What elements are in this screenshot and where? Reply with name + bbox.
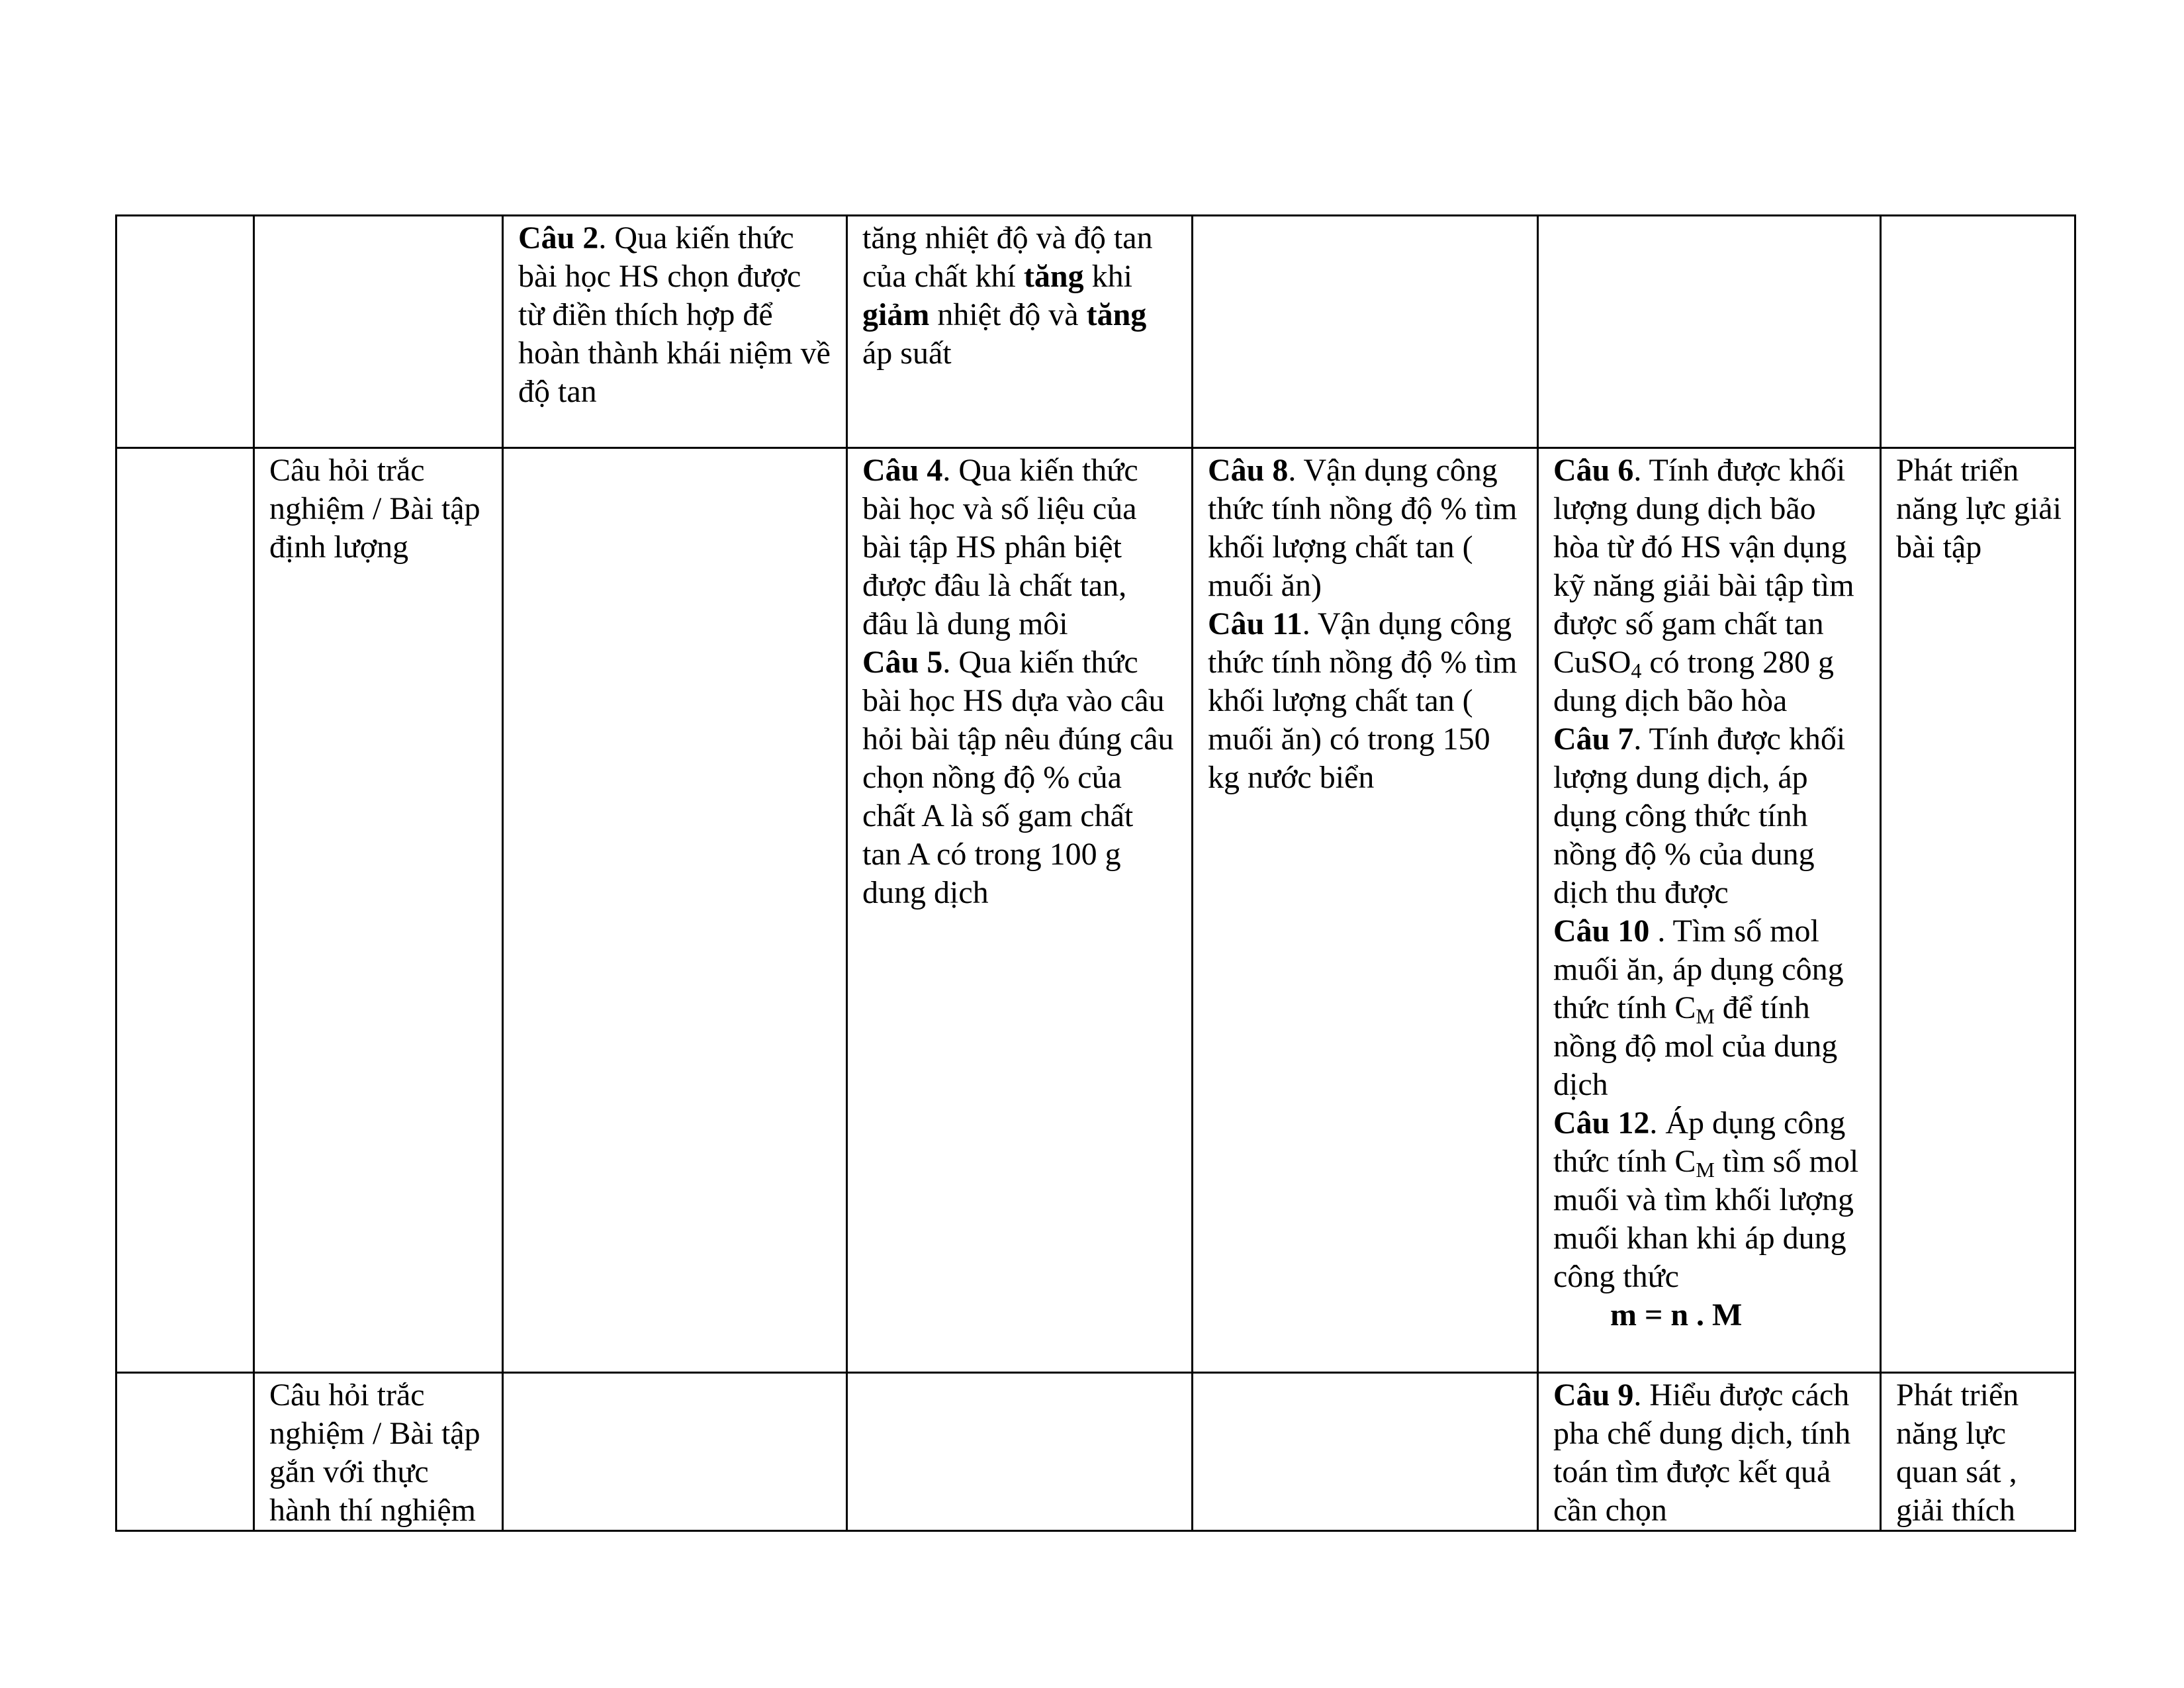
formula: m = n . M xyxy=(1610,1297,1743,1333)
question-item xyxy=(1553,451,1868,720)
question-text: . Áp dụng công thức tính C xyxy=(1553,1105,1846,1179)
bold-text: tăng xyxy=(1086,297,1147,332)
table-cell xyxy=(1538,448,1881,1373)
table-cell xyxy=(254,216,503,448)
question-text: . Tìm số mol muối ăn, áp dụng công thức tính C xyxy=(1553,914,1844,1025)
question-label: Câu 2 xyxy=(518,220,599,256)
question-item xyxy=(862,643,1179,912)
question-item xyxy=(1208,451,1525,605)
cell-text: nhiệt độ và xyxy=(929,297,1087,332)
cell-text: khi xyxy=(1083,259,1132,294)
table-cell xyxy=(1881,216,2075,448)
question-label: Câu 7 xyxy=(1553,722,1634,757)
question-label: Câu 12 xyxy=(1553,1105,1650,1141)
table-cell xyxy=(1538,216,1881,448)
bold-text: giảm xyxy=(862,297,930,332)
table-cell: Phát triển năng lực quan sát , giải thích xyxy=(1881,1373,2075,1531)
table-cell xyxy=(1538,1373,1881,1531)
table-cell xyxy=(1193,1373,1538,1531)
question-label: Câu 5 xyxy=(862,645,943,680)
table-cell: Câu hỏi trắc nghiệm / Bài tập định lượng xyxy=(254,448,503,1373)
table-cell xyxy=(503,1373,847,1531)
assessment-matrix-table xyxy=(115,214,2076,1532)
cell-text: tăng nhiệt độ và độ tan của chất khí xyxy=(862,220,1153,294)
question-label: Câu 4 xyxy=(862,453,943,488)
question-text: . Vận dụng công thức tính nồng độ % tìm khối lượng chất tan ( muối ăn) xyxy=(1208,453,1518,603)
subscript: 4 xyxy=(1631,659,1642,682)
question-text: . Hiểu được cách pha chế dung dịch, tính toán tìm được kết quả cần chọn xyxy=(1553,1378,1851,1528)
question-label: Câu 11 xyxy=(1208,606,1302,641)
question-label: Câu 9 xyxy=(1553,1378,1634,1413)
question-text: . Qua kiến thức bài học HS dựa vào câu hỏi bài tập nêu đúng câu chọn nồng độ % của chất A là số gam chất tan A có trong 100 g dung dịch xyxy=(862,645,1174,910)
question-label: Câu 10 xyxy=(1553,914,1650,949)
question-item xyxy=(1553,1104,1868,1296)
table-cell xyxy=(116,216,254,448)
question-text: . Qua kiến thức bài học và số liệu của bài tập HS phân biệt được đâu là chất tan, đâu là dung môi xyxy=(862,453,1138,641)
question-text: . Tính được khối lượng dung dịch bão hòa từ đó HS vận dụng kỹ năng giải bài tập tìm được số gam chất tan CuSO xyxy=(1553,453,1854,680)
cell-text: áp suất xyxy=(862,336,952,371)
table-row xyxy=(116,448,2075,1373)
question-item xyxy=(1553,912,1868,1104)
question-label: Câu 8 xyxy=(1208,453,1289,488)
bold-text: tăng xyxy=(1023,259,1084,294)
question-item xyxy=(1553,720,1868,912)
table-cell xyxy=(847,1373,1193,1531)
table-cell xyxy=(1193,448,1538,1373)
question-item xyxy=(862,451,1179,643)
question-text: . Tính được khối lượng dung dịch, áp dụng công thức tính nồng độ % của dung dịch thu được xyxy=(1553,722,1846,910)
table-cell xyxy=(1193,216,1538,448)
table-cell xyxy=(847,448,1193,1373)
table-cell xyxy=(116,448,254,1373)
subscript: M xyxy=(1696,1004,1715,1028)
table-cell xyxy=(503,448,847,1373)
table-row xyxy=(116,1373,2075,1531)
table-cell: Phát triển năng lực giải bài tập xyxy=(1881,448,2075,1373)
table-cell xyxy=(503,216,847,448)
question-text: . Qua kiến thức bài học HS chọn được từ điền thích hợp để hoàn thành khái niệm về độ tan xyxy=(518,220,831,409)
subscript: M xyxy=(1696,1158,1715,1182)
table-row xyxy=(116,216,2075,448)
question-text: tìm số mol muối và tìm khối lượng muối khan khi áp dung công thức xyxy=(1553,1144,1859,1294)
question-item xyxy=(1208,605,1525,797)
table-cell xyxy=(116,1373,254,1531)
question-text: . Vận dụng công thức tính nồng độ % tìm khối lượng chất tan ( muối ăn) có trong 150 kg nước biển xyxy=(1208,606,1518,795)
question-text: để tính nồng độ mol của dung dịch xyxy=(1553,990,1838,1102)
question-text: có trong 280 g dung dịch bão hòa xyxy=(1553,645,1834,718)
question-label: Câu 6 xyxy=(1553,453,1634,488)
table-cell xyxy=(847,216,1193,448)
table-cell: Câu hỏi trắc nghiệm / Bài tập gắn với thực hành thí nghiệm xyxy=(254,1373,503,1531)
